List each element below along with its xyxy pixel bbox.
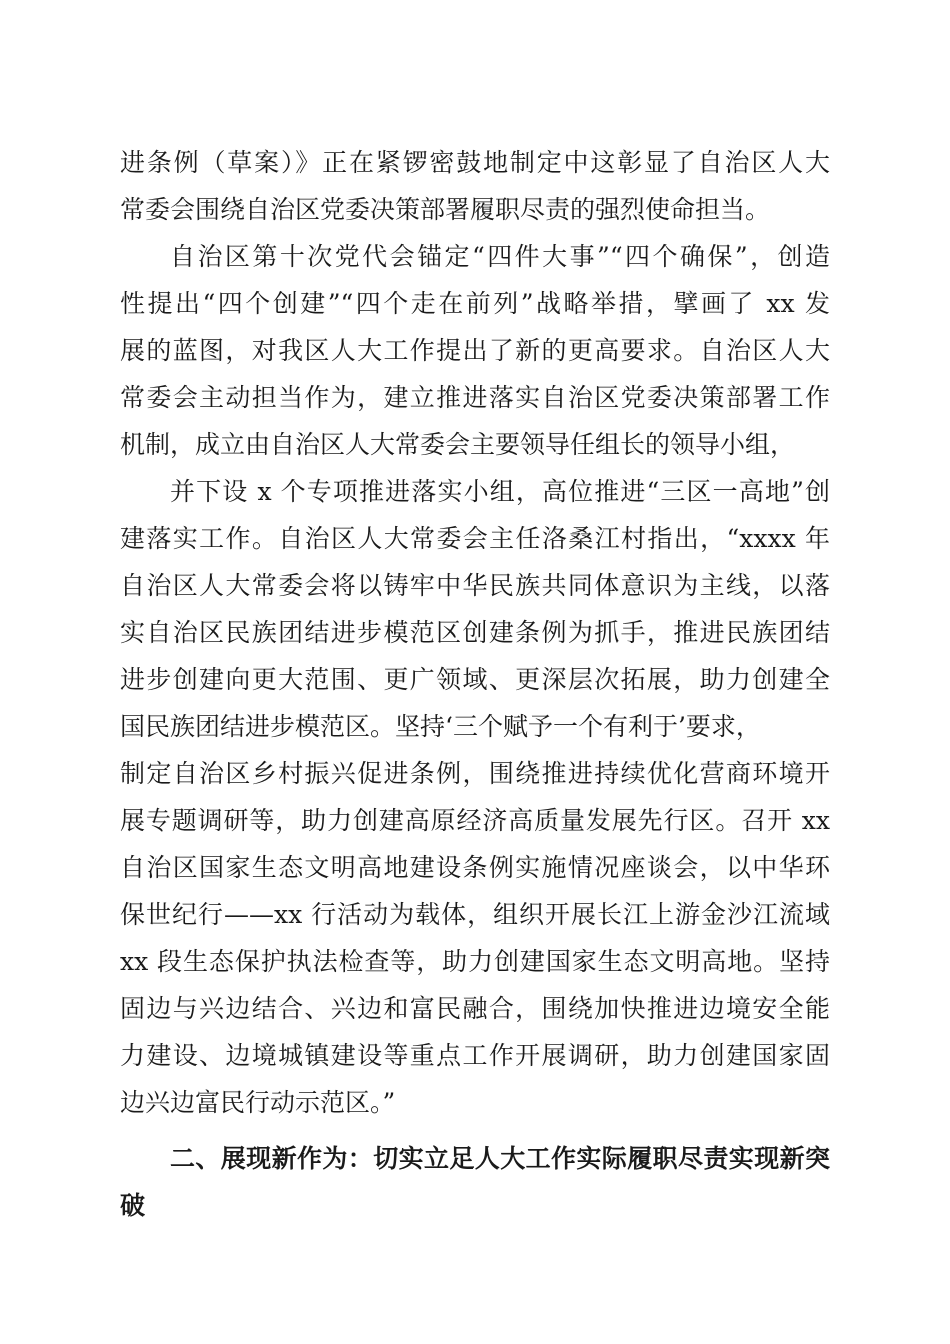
paragraph-line: 力建设、边境城镇建设等重点工作开展调研，助力创建国家固 xyxy=(120,1041,830,1070)
paragraph-line: 建落实工作。自治区人大常委会主任洛桑江村指出，“xxxx 年 xyxy=(120,524,830,553)
paragraph-line: 进条例（草案）》正在紧锣密鼓地制定中这彰显了自治区人大 xyxy=(120,148,830,177)
paragraph-line: 保世纪行——xx 行活动为载体，组织开展长江上游金沙江流域 xyxy=(120,900,830,929)
paragraph-line: 固边与兴边结合、兴边和富民融合，围绕加快推进边境安全能 xyxy=(120,994,830,1023)
paragraph-line: 机制，成立由自治区人大常委会主要领导任组长的领导小组， xyxy=(120,430,796,459)
paragraph-line: 自治区国家生态文明高地建设条例实施情况座谈会，以中华环 xyxy=(120,853,830,882)
paragraph-line: 实自治区民族团结进步模范区创建条例为抓手，推进民族团结 xyxy=(120,618,830,647)
paragraph-line: 性提出“四个创建”“四个走在前列”战略举措，擘画了 xx 发 xyxy=(120,289,830,318)
section-heading-line: 破 xyxy=(120,1191,146,1220)
paragraph-line: 常委会主动担当作为，建立推进落实自治区党委决策部署工作 xyxy=(120,383,830,412)
paragraph-line: 常委会围绕自治区党委决策部署履职尽责的强烈使命担当。 xyxy=(120,195,771,224)
paragraph-line: 展的蓝图，对我区人大工作提出了新的更高要求。自治区人大 xyxy=(120,336,830,365)
paragraph-line: 自治区人大常委会将以铸牢中华民族共同体意识为主线，以落 xyxy=(120,571,830,600)
paragraph-line: 进步创建向更大范围、更广领域、更深层次拓展，助力创建全 xyxy=(120,665,830,694)
paragraph-line: 制定自治区乡村振兴促进条例，围绕推进持续优化营商环境开 xyxy=(120,759,830,788)
paragraph-line: 并下设 x 个专项推进落实小组，高位推进“三区一高地”创 xyxy=(170,477,830,506)
section-heading-line: 二、展现新作为：切实立足人大工作实际履职尽责实现新突 xyxy=(170,1144,830,1173)
paragraph-line: xx 段生态保护执法检查等，助力创建国家生态文明高地。坚持 xyxy=(120,947,830,976)
paragraph-line: 展专题调研等，助力创建高原经济高质量发展先行区。召开 xx xyxy=(120,806,830,835)
paragraph-line: 边兴边富民行动示范区。” xyxy=(120,1088,396,1117)
paragraph-line: 自治区第十次党代会锚定“四件大事”“四个确保”，创造 xyxy=(170,242,830,271)
paragraph-line: 国民族团结进步模范区。坚持‘三个赋予一个有利于’要求， xyxy=(120,712,761,741)
